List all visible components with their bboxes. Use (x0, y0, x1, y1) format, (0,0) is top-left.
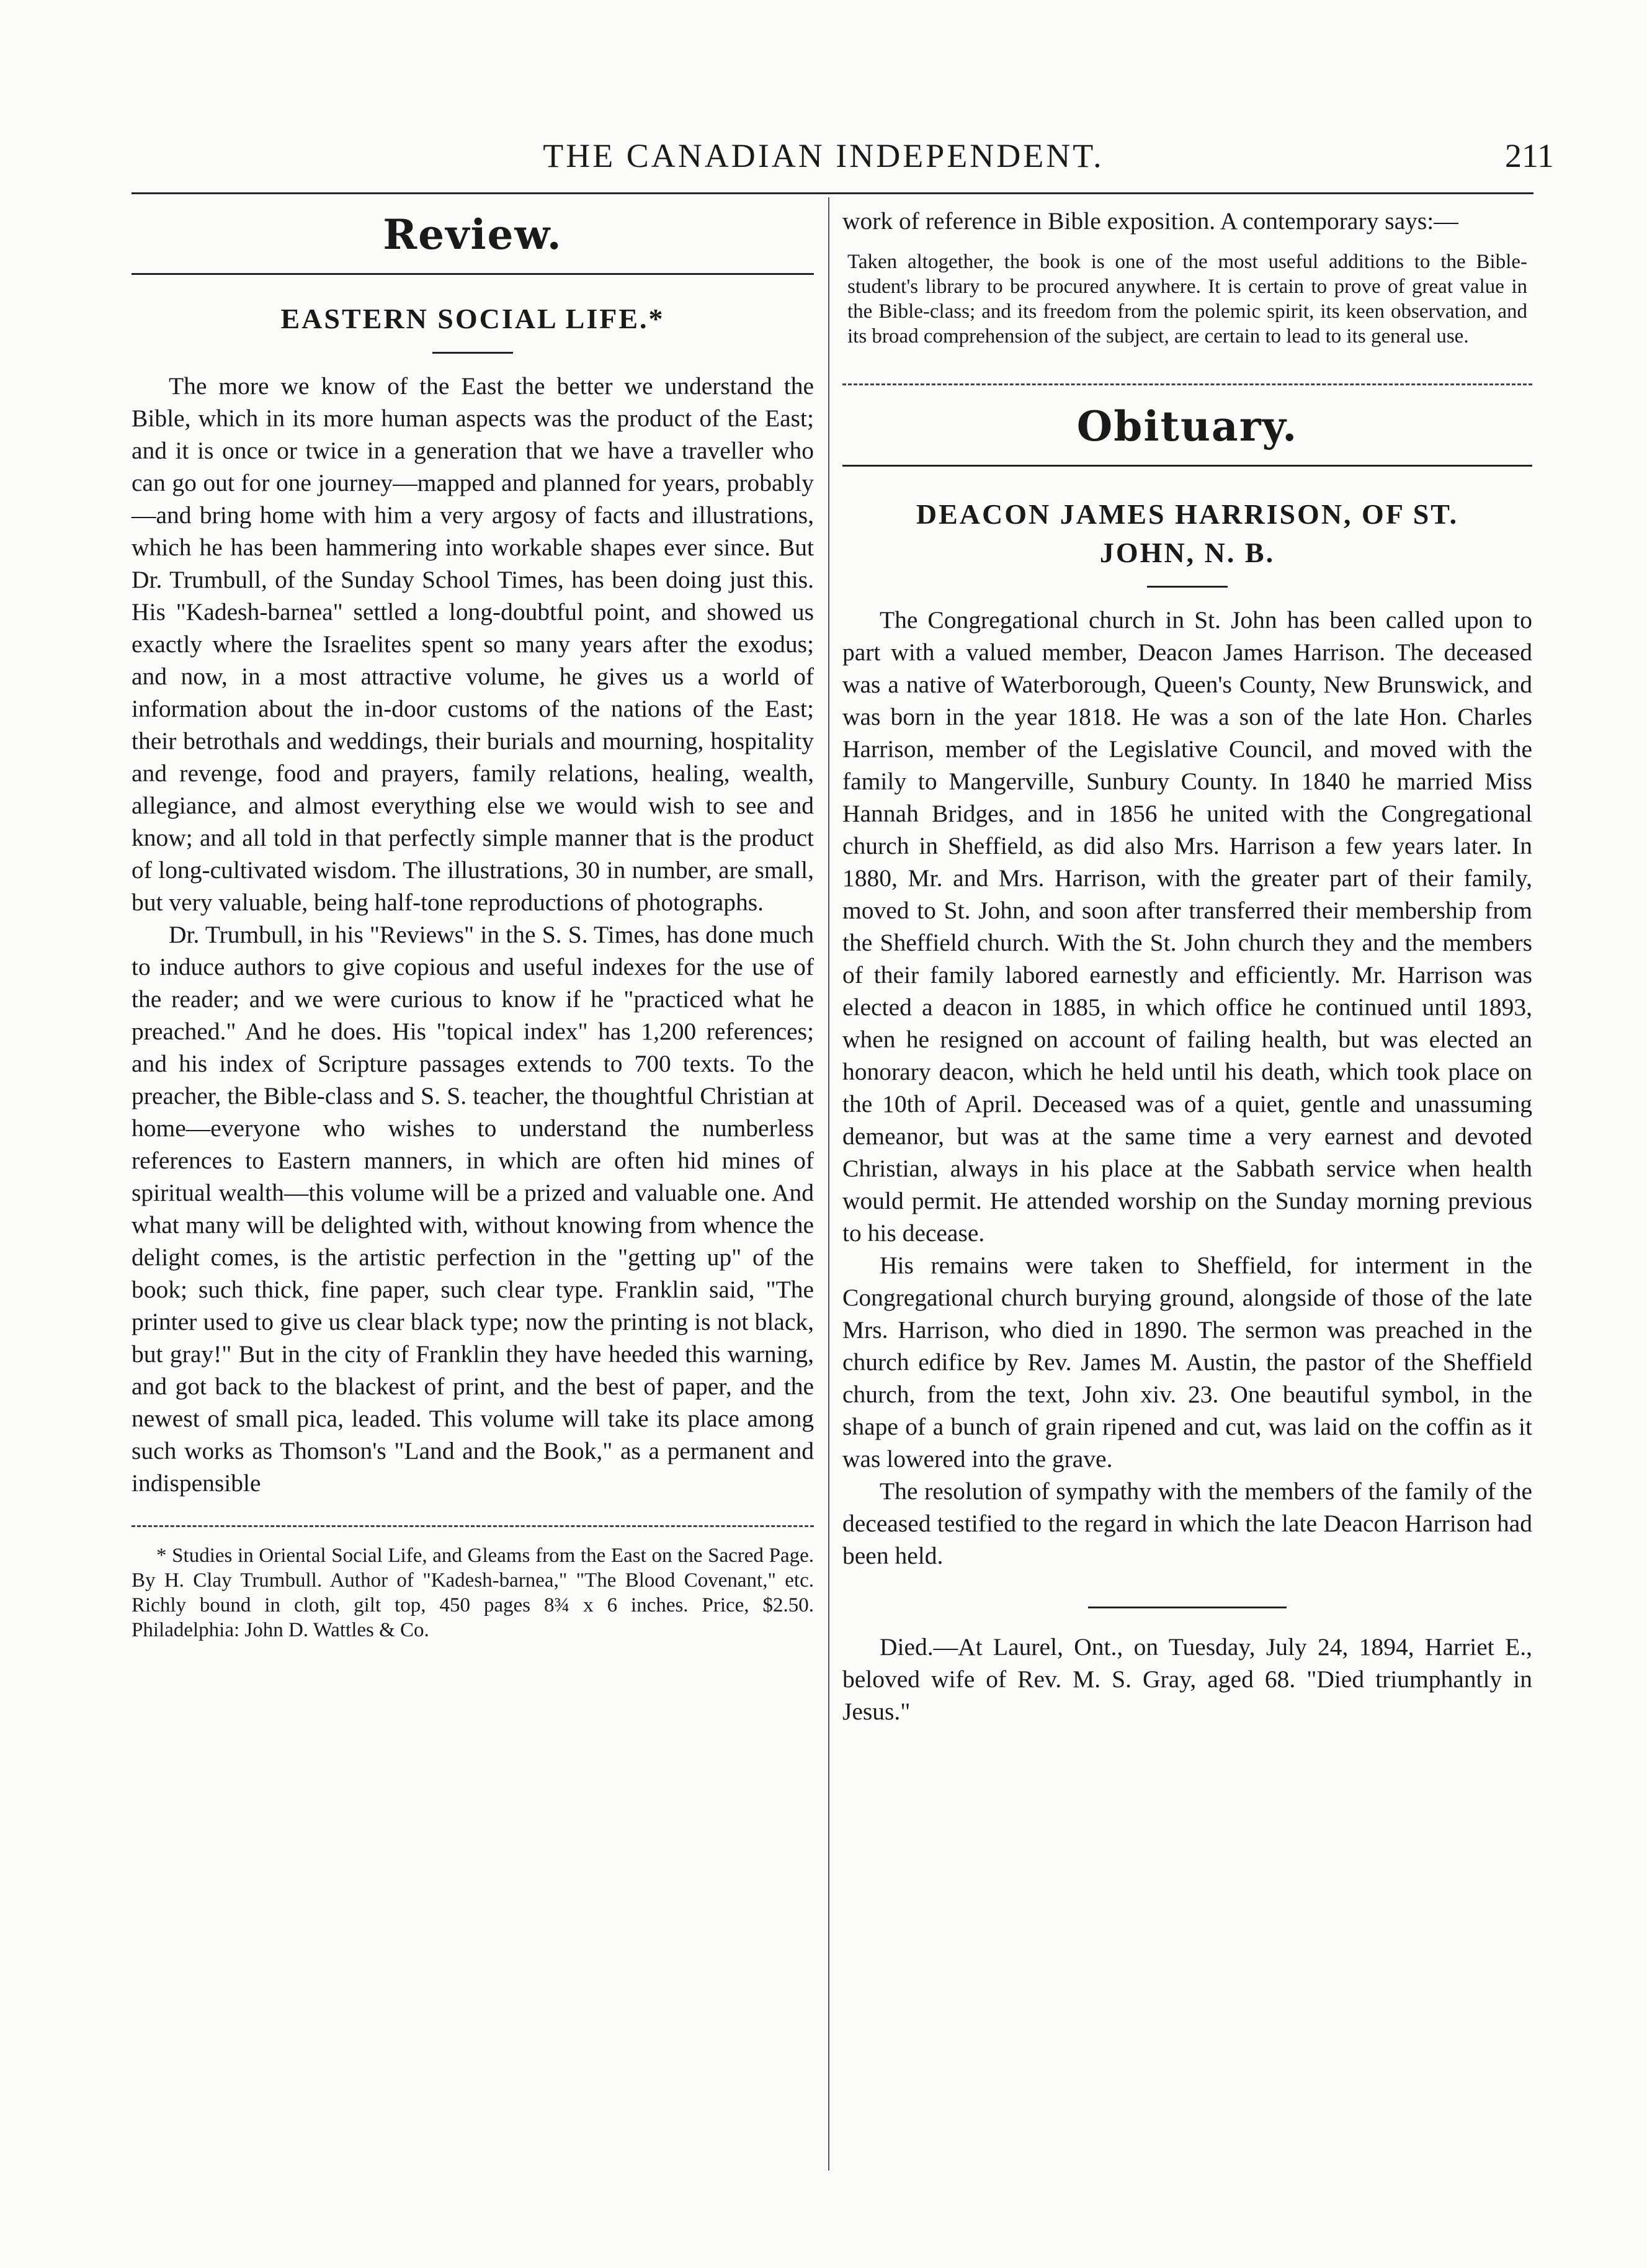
died-notice-rule (1088, 1607, 1287, 1608)
review-heading-rule (132, 273, 814, 275)
review-heading: Review. (383, 210, 563, 259)
review-paragraph-2: Dr. Trumbull, in his "Reviews" in the S. S. Times, has done much to induce authors to give copious and useful indexes for the use of the reader; and we were curious to know if he "practiced what he preached." And he does. His "topical index" has 1,200 references; and his index of Scripture passages extends to 700 texts. To the preacher, the Bible-class and S. S. teacher, the thoughtful Christian at home—everyone who wishes to understand the numberless references to Eastern manners, in which are often hid mines of spiritual wealth—this volume will be a prized and valuable one. And what many will be delighted with, without knowing from whence the delight comes, is the artistic perfection in the "getting up" of the book; such thick, fine paper, such clear type. Franklin said, "The printer used to give us clear black type; now the printing is not black, but gray!" But in the city of Franklin they have heeded this warning, and got back to the blackest of print, and the best of paper, and the newest of small pica, leaded. This volume will take its place among such works as Thomson's "Land and the Book," as a permanent and indispensible (132, 921, 814, 1497)
title-rule (432, 352, 513, 354)
obituary-heading-rule (842, 465, 1532, 467)
review-continuation: work of reference in Bible exposition. A contemporary says:— (842, 207, 1458, 235)
left-column (132, 197, 814, 1643)
page-number: 211 (1505, 137, 1554, 174)
footnote-rule (132, 1525, 814, 1527)
column-divider (828, 197, 829, 2171)
article-title: EASTERN SOCIAL LIFE.* (280, 303, 665, 334)
header-rule (132, 192, 1533, 194)
obituary-paragraph-3: The resolution of sympathy with the members of the family of the deceased testified to the regard in which the late Deacon Harrison had been held. (842, 1477, 1532, 1569)
review-quote: Taken altogether, the book is one of the most useful additions to the Bible-student's library to be procured anywhere. It is certain to prove of great value in the Bible-class; and its freedom from the polemic spirit, its keen observation, and its broad comprehension of the subject, are certain to lead to its general use. (847, 251, 1527, 347)
obituary-title-rule (1147, 586, 1228, 588)
obituary-top-rule (842, 383, 1532, 385)
review-paragraph-1: The more we know of the East the better we understand the Bible, which in its more human aspects was the product of the East; and it is once or twice in a generation that we have a traveller who can go out for one journey—mapped and planned for years, probably—and bring home with him a very argosy of facts and illustrations, which he has been hammering into workable shapes ever since. But Dr. Trumbull, of the Sunday School Times, has been doing just this. His "Kadesh-barnea" settled a long-doubtful point, and showed us exactly where the Israelites spent so many years after the exodus; and now, in a most attractive volume, he gives us a world of information about the in-door customs of the nations of the East; their betrothals and weddings, their burials and mourning, hospitality and revenge, food and prayers, family relations, healing, wealth, allegiance, and almost everything else we would wish to see and know; and all told in that perfectly simple manner that is the product of long-cultivated wisdom. The illustrations, 30 in number, are small, but very valuable, being half-tone reproductions of photographs. (132, 372, 814, 916)
review-footnote: * Studies in Oriental Social Life, and Gleams from the East on the Sacred Page. By H. Clay Trumbull. Author of "Kadesh-barnea," "The Blood Covenant," etc. Richly bound in cloth, gilt top, 450 pages 8¾ x 6 inches. Price, $2.50. Philadelphia: John D. Wattles & Co. (132, 1544, 814, 1641)
obituary-title: DEACON JAMES HARRISON, OF ST. JOHN, N. B. (916, 498, 1459, 568)
obituary-paragraph-1: The Congregational church in St. John has been called upon to part with a valued member, Deacon James Harrison. The deceased was a native of Waterborough, Queen's County, New Brunswick, and was born in the year 1818. He was a son of the late Hon. Charles Harrison, member of the Legislative Council, and moved with the family to Mangerville, Sunbury County. In 1840 he married Miss Hannah Bridges, and in 1856 he united with the Congregational church in Sheffield, as did also Mrs. Harrison a few years later. In 1880, Mr. and Mrs. Harrison, with the greater part of their family, moved to St. John, and soon after transferred their membership from the Sheffield church. With the St. John church they and the members of their family labored earnestly and efficiently. Mr. Harrison was elected a deacon in 1885, in which office he continued until 1893, when he resigned on account of failing health, but was elected an honorary deacon, which he held until his death, which took place on the 10th of April. Deceased was of a quiet, gentle and unassuming demeanor, but was at the same time a very earnest and devoted Christian, always in his place at the Sabbath service when health would permit. He attended worship on the Sunday morning previous to his decease. (842, 606, 1532, 1247)
running-head (0, 137, 1647, 186)
publication-title: THE CANADIAN INDEPENDENT. (543, 137, 1104, 174)
died-notice: Died.—At Laurel, Ont., on Tuesday, July 24, 1894, Harriet E., beloved wife of Rev. M. S. Gray, aged 68. "Died triumphantly in Jesus." (842, 1633, 1532, 1725)
right-column (842, 197, 1532, 1728)
obituary-heading: Obituary. (1076, 402, 1298, 450)
obituary-paragraph-2: His remains were taken to Sheffield, for interment in the Congregational church burying ground, alongside of those of the late Mrs. Harrison, who died in 1890. The sermon was preached in the church edifice by Rev. James M. Austin, the pastor of the Sheffield church, from the text, John xiv. 23. One beautiful symbol, in the shape of a bunch of grain ripened and cut, was laid on the coffin as it was lowered into the grave. (842, 1252, 1532, 1472)
